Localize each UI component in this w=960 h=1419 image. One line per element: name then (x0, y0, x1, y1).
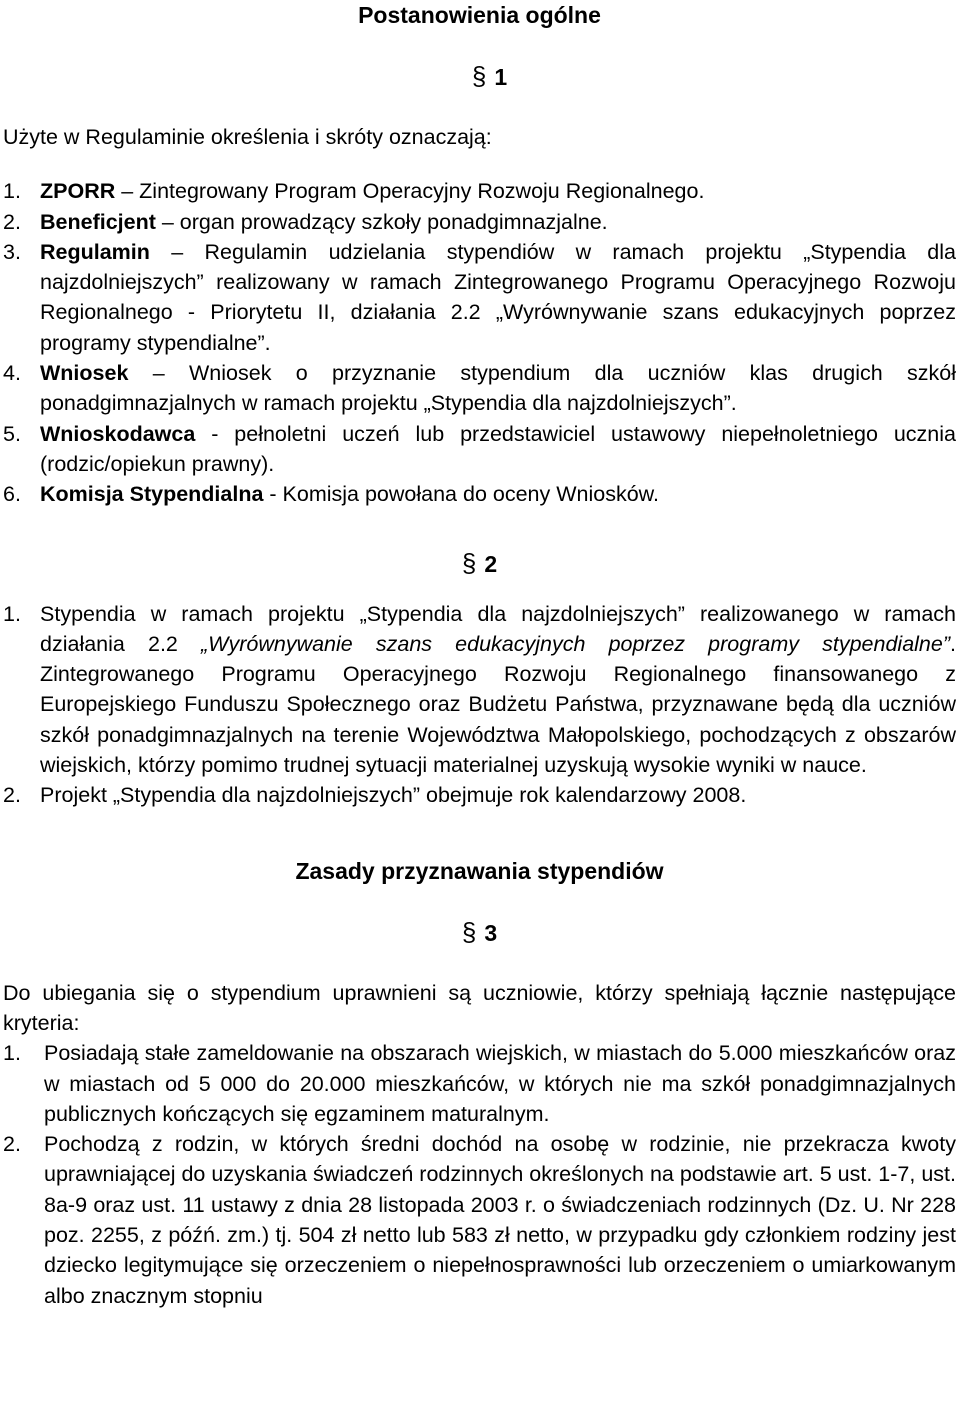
definitions-list (3, 176, 956, 509)
section-number: 2 (484, 550, 498, 577)
heading-zasady: Zasady przyznawania stypendiów (295, 857, 664, 884)
intro-1: Użyte w Regulaminie określenia i skróty oznaczają: (3, 125, 492, 149)
list-item: 3. Regulamin – Regulamin udzielania stypendiów w ramach projektu „Stypendia dla najzdolniejszych” realizowany w ramach Zintegrowanego Programu Operacyjnego Rozwoju Regionalnego - Priorytetu II, działania 2.2 „Wyrównywanie szans edukacyjnych poprzez programy stypendialne”. (3, 239, 956, 355)
section-2-heading (3, 548, 956, 579)
section-2-list (3, 599, 956, 811)
list-item: 2. Beneficjent – organ prowadzący szkoły ponadgimnazjalne. (3, 209, 608, 234)
section-3-heading (3, 917, 956, 948)
section-1-heading (3, 61, 956, 92)
section-sign: § (471, 61, 487, 91)
list-item: 1. Stypendia w ramach projektu „Stypendia dla najzdolniejszych” realizowanego w ramach działania 2.2 „Wyrównywanie szans edukacyjnych poprzez programy stypendialne”. Zintegrowanego Programu Operacyjnego Rozwoju Regionalnego finansowanego z Europejskiego Funduszu Społecznego oraz Budżetu Państwa, przyznawane będą dla uczniów szkół ponadgimnazjalnych na terenie Województwa Małopolskiego, pochodzących z obszarów wiejskich, którzy pomimo trudnej sytuacji materialnej uzyskują wysokie wyniki w nauce. (3, 601, 956, 778)
criteria-list (3, 1038, 956, 1311)
intro-3: Do ubiegania się o stypendium uprawnieni są uczniowie, którzy spełniają łącznie następujące kryteria: (3, 980, 956, 1035)
title: Postanowienia ogólne (358, 2, 601, 28)
list-item: 4. Wniosek – Wniosek o przyznanie stypendium dla uczniów klas drugich szkół ponadgimnazjalnych w ramach projektu „Stypendia dla najzdolniejszych”. (3, 361, 956, 416)
list-item: 6. Komisja Stypendialna - Komisja powołana do oceny Wniosków. (3, 482, 659, 507)
list-item: 2. Projekt „Stypendia dla najzdolniejszych” obejmuje rok kalendarzowy 2008. (3, 783, 747, 808)
list-item: 1. Posiadają stałe zameldowanie na obszarach wiejskich, w miastach do 5.000 mieszkańców oraz w miastach od 5 000 do 20.000 mieszkańców, w których nie ma szkół ponadgimnazjalnych publicznych kończących się egzaminem maturalnym. (3, 1041, 956, 1126)
section-number: 3 (484, 919, 498, 946)
section-sign: § (461, 916, 477, 947)
list-item: 1. ZPORR – Zintegrowany Program Operacyjny Rozwoju Regionalnego. (3, 179, 705, 204)
list-item: 2. Pochodzą z rodzin, w których średni dochód na osobę w rodzinie, nie przekracza kwoty uprawniającej do uzyskania świadczeń rodzinnych określonych na podstawie art. 5 ust. 1-7, ust. 8a-9 oraz ust. 11 ustawy z dnia 28 listopada 2003 r. o świadczeniach rodzinnych (Dz. U. Nr 228 poz. 2255, z późń. zm.) tj. 504 zł netto lub 583 zł netto, w przypadku gdy członkiem rodziny jest dziecko legitymujące się orzeczeniem o niepełnosprawności lub orzeczeniem o umiarkowanym albo znacznym stopniu (3, 1132, 956, 1308)
section-number: 1 (494, 64, 508, 90)
section-sign: § (461, 547, 477, 578)
list-item: 5. Wnioskodawca - pełnoletni uczeń lub przedstawiciel ustawowy niepełnoletniego ucznia (rodzic/opiekun prawny). (3, 421, 956, 476)
